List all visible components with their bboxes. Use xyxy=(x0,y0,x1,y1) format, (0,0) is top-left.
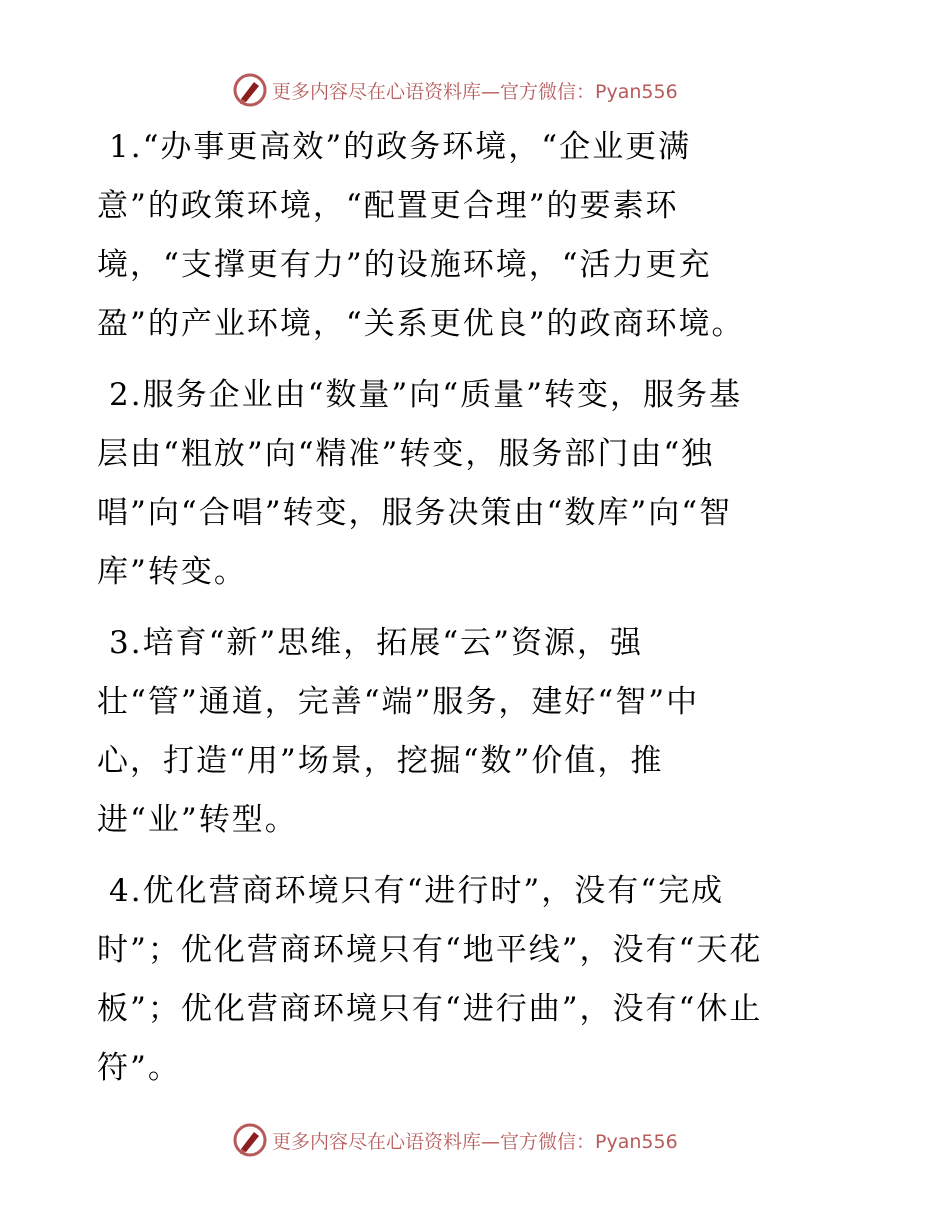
paragraph-line: 层由“粗放”向“精准”转变，服务部门由“独 xyxy=(97,436,715,472)
paragraph-line: 唱”向“合唱”转变，服务决策由“数库”向“智 xyxy=(97,495,733,531)
paragraph-line: 1.“办事更高效”的政务环境，“企业更满 xyxy=(109,129,692,165)
pen-logo-icon xyxy=(232,1122,268,1158)
paragraph-line: 2.服务企业由“数量”向“质量”转变，服务基 xyxy=(109,377,742,413)
header-watermark-text: 更多内容尽在心语资料库—官方微信：Pyan556 xyxy=(272,80,678,103)
document-body xyxy=(97,118,867,1110)
paragraph-line: 盈”的产业环境，“关系更优良”的政商环境。 xyxy=(97,306,745,342)
paragraph-3 xyxy=(97,614,867,850)
paragraph-1 xyxy=(97,118,867,354)
paragraph-line: 板”；优化营商环境只有“进行曲”，没有“休止 xyxy=(97,991,763,1027)
pen-logo-icon xyxy=(232,72,268,108)
paragraph-line: 进“业”转型。 xyxy=(97,802,298,838)
paragraph-line: 时”；优化营商环境只有“地平线”，没有“天花 xyxy=(97,932,763,968)
paragraph-line: 心，打造“用”场景，挖掘“数”价值，推 xyxy=(97,743,664,779)
paragraph-line: 意”的政策环境，“配置更合理”的要素环 xyxy=(97,188,679,224)
paragraph-line: 壮“管”通道，完善“端”服务，建好“智”中 xyxy=(97,684,700,720)
paragraph-line: 4.优化营商环境只有“进行时”，没有“完成 xyxy=(109,873,725,909)
footer-watermark-text: 更多内容尽在心语资料库—官方微信：Pyan556 xyxy=(272,1130,678,1153)
paragraph-line: 境，“支撑更有力”的设施环境，“活力更充 xyxy=(97,247,712,283)
paragraph-2 xyxy=(97,366,867,602)
header-watermark xyxy=(232,70,732,110)
paragraph-line: 3.培育“新”思维，拓展“云”资源，强 xyxy=(109,625,643,661)
footer-watermark xyxy=(232,1120,732,1160)
paragraph-4 xyxy=(97,862,867,1098)
paragraph-line: 库”转变。 xyxy=(97,554,247,590)
paragraph-line: 符”。 xyxy=(97,1050,181,1086)
